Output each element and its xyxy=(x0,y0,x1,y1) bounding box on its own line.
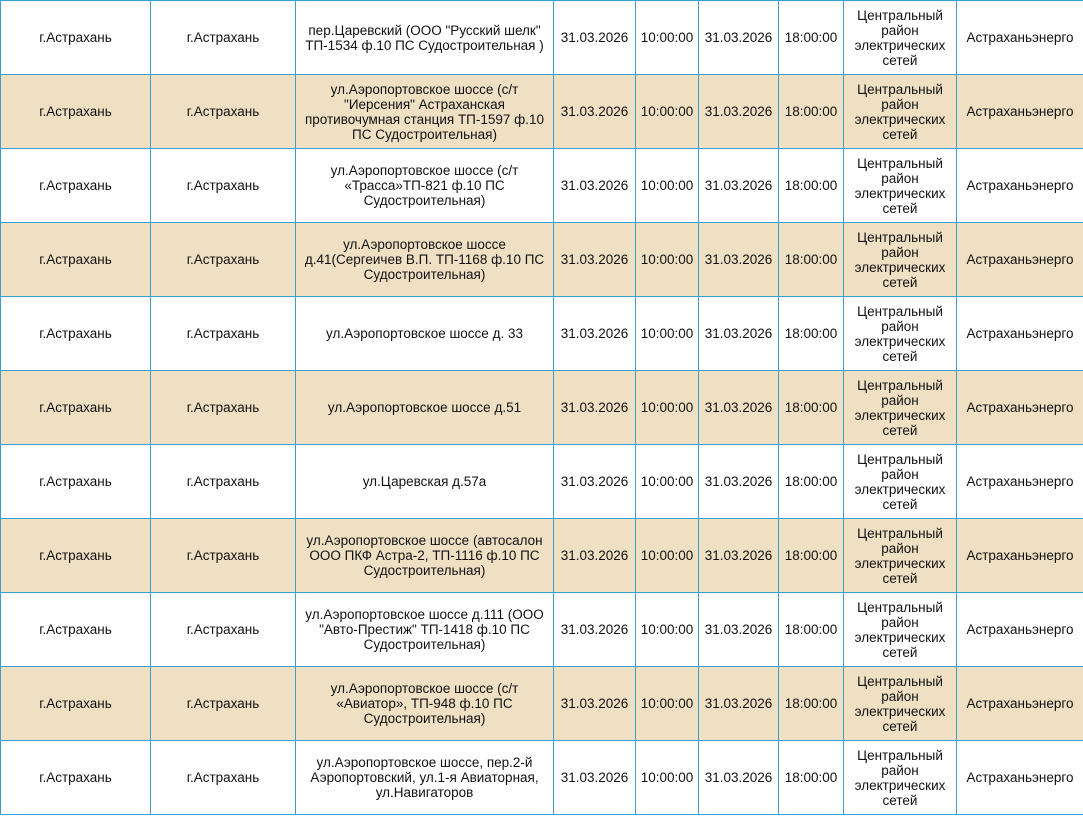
cell-address: ул.Аэропортовское шоссе (с/т «Авиатор», ТП-948 ф.10 ПС Судостроительная) xyxy=(296,667,554,741)
cell-address: ул.Аэропортовское шоссе д.41(Сергеичев В.П. ТП-1168 ф.10 ПС Судостроительная) xyxy=(296,223,554,297)
cell-end-time: 18:00:00 xyxy=(779,75,844,149)
cell-region: г.Астрахань xyxy=(1,667,151,741)
cell-company: Астраханьэнерго xyxy=(957,75,1083,149)
cell-start-date: 31.03.2026 xyxy=(554,75,636,149)
cell-district: Центральный район электрических сетей xyxy=(844,445,957,519)
cell-start-date: 31.03.2026 xyxy=(554,149,636,223)
cell-city: г.Астрахань xyxy=(151,445,296,519)
cell-region: г.Астрахань xyxy=(1,371,151,445)
cell-company: Астраханьэнерго xyxy=(957,741,1083,815)
cell-start-time: 10:00:00 xyxy=(636,223,699,297)
table-row xyxy=(1,593,1083,667)
cell-address: ул.Аэропортовское шоссе (с/т "Иерсения" Астраханская противочумная станция ТП-1597 ф.10 ПС Судостроительная) xyxy=(296,75,554,149)
cell-end-date: 31.03.2026 xyxy=(699,593,779,667)
cell-start-time: 10:00:00 xyxy=(636,741,699,815)
cell-district: Центральный район электрических сетей xyxy=(844,297,957,371)
cell-district: Центральный район электрических сетей xyxy=(844,223,957,297)
cell-end-date: 31.03.2026 xyxy=(699,223,779,297)
cell-address: ул.Аэропортовское шоссе д. 33 xyxy=(296,297,554,371)
cell-end-time: 18:00:00 xyxy=(779,593,844,667)
cell-company: Астраханьэнерго xyxy=(957,593,1083,667)
table-row xyxy=(1,75,1083,149)
cell-end-date: 31.03.2026 xyxy=(699,741,779,815)
cell-start-time: 10:00:00 xyxy=(636,297,699,371)
cell-address: ул.Аэропортовское шоссе, пер.2-й Аэропортовский, ул.1-я Авиаторная, ул.Навигаторов xyxy=(296,741,554,815)
cell-city: г.Астрахань xyxy=(151,1,296,75)
cell-start-time: 10:00:00 xyxy=(636,1,699,75)
cell-region: г.Астрахань xyxy=(1,75,151,149)
cell-district: Центральный район электрических сетей xyxy=(844,75,957,149)
cell-start-date: 31.03.2026 xyxy=(554,297,636,371)
cell-end-time: 18:00:00 xyxy=(779,519,844,593)
cell-end-date: 31.03.2026 xyxy=(699,445,779,519)
cell-start-time: 10:00:00 xyxy=(636,667,699,741)
cell-city: г.Астрахань xyxy=(151,519,296,593)
cell-start-date: 31.03.2026 xyxy=(554,371,636,445)
cell-city: г.Астрахань xyxy=(151,371,296,445)
cell-start-time: 10:00:00 xyxy=(636,593,699,667)
cell-end-time: 18:00:00 xyxy=(779,297,844,371)
cell-city: г.Астрахань xyxy=(151,297,296,371)
table-row xyxy=(1,519,1083,593)
cell-end-time: 18:00:00 xyxy=(779,149,844,223)
cell-start-date: 31.03.2026 xyxy=(554,593,636,667)
cell-company: Астраханьэнерго xyxy=(957,297,1083,371)
cell-district: Центральный район электрических сетей xyxy=(844,1,957,75)
cell-district: Центральный район электрических сетей xyxy=(844,593,957,667)
cell-district: Центральный район электрических сетей xyxy=(844,371,957,445)
cell-district: Центральный район электрических сетей xyxy=(844,519,957,593)
cell-city: г.Астрахань xyxy=(151,741,296,815)
cell-start-time: 10:00:00 xyxy=(636,75,699,149)
cell-address: ул.Царевская д.57а xyxy=(296,445,554,519)
cell-end-date: 31.03.2026 xyxy=(699,75,779,149)
table-row xyxy=(1,445,1083,519)
cell-start-date: 31.03.2026 xyxy=(554,1,636,75)
table-body xyxy=(1,1,1083,815)
cell-start-date: 31.03.2026 xyxy=(554,223,636,297)
cell-region: г.Астрахань xyxy=(1,297,151,371)
cell-address: ул.Аэропортовское шоссе (с/т «Трасса»ТП-821 ф.10 ПС Судостроительная) xyxy=(296,149,554,223)
cell-city: г.Астрахань xyxy=(151,75,296,149)
cell-end-time: 18:00:00 xyxy=(779,223,844,297)
cell-address: ул.Аэропортовское шоссе (автосалон ООО ПКФ Астра-2, ТП-1116 ф.10 ПС Судостроительная) xyxy=(296,519,554,593)
cell-start-time: 10:00:00 xyxy=(636,371,699,445)
cell-end-time: 18:00:00 xyxy=(779,1,844,75)
cell-city: г.Астрахань xyxy=(151,593,296,667)
cell-city: г.Астрахань xyxy=(151,223,296,297)
cell-region: г.Астрахань xyxy=(1,741,151,815)
cell-start-date: 31.03.2026 xyxy=(554,741,636,815)
cell-end-time: 18:00:00 xyxy=(779,741,844,815)
cell-district: Центральный район электрических сетей xyxy=(844,667,957,741)
table-row xyxy=(1,741,1083,815)
cell-end-time: 18:00:00 xyxy=(779,445,844,519)
cell-address: пер.Царевский (ООО "Русский шелк" ТП-1534 ф.10 ПС Судостроительная ) xyxy=(296,1,554,75)
cell-district: Центральный район электрических сетей xyxy=(844,741,957,815)
cell-address: ул.Аэропортовское шоссе д.111 (ООО "Авто-Престиж" ТП-1418 ф.10 ПС Судостроительная) xyxy=(296,593,554,667)
cell-company: Астраханьэнерго xyxy=(957,667,1083,741)
cell-district: Центральный район электрических сетей xyxy=(844,149,957,223)
table-row xyxy=(1,371,1083,445)
table-row xyxy=(1,1,1083,75)
cell-region: г.Астрахань xyxy=(1,593,151,667)
cell-end-date: 31.03.2026 xyxy=(699,519,779,593)
cell-city: г.Астрахань xyxy=(151,149,296,223)
cell-end-time: 18:00:00 xyxy=(779,371,844,445)
cell-address: ул.Аэропортовское шоссе д.51 xyxy=(296,371,554,445)
cell-end-date: 31.03.2026 xyxy=(699,371,779,445)
cell-start-time: 10:00:00 xyxy=(636,519,699,593)
cell-company: Астраханьэнерго xyxy=(957,371,1083,445)
cell-company: Астраханьэнерго xyxy=(957,149,1083,223)
cell-start-date: 31.03.2026 xyxy=(554,445,636,519)
cell-end-time: 18:00:00 xyxy=(779,667,844,741)
cell-region: г.Астрахань xyxy=(1,1,151,75)
cell-region: г.Астрахань xyxy=(1,223,151,297)
cell-city: г.Астрахань xyxy=(151,667,296,741)
table-row xyxy=(1,223,1083,297)
cell-start-time: 10:00:00 xyxy=(636,149,699,223)
table-row xyxy=(1,149,1083,223)
cell-company: Астраханьэнерго xyxy=(957,223,1083,297)
cell-region: г.Астрахань xyxy=(1,519,151,593)
cell-start-time: 10:00:00 xyxy=(636,445,699,519)
cell-end-date: 31.03.2026 xyxy=(699,149,779,223)
cell-end-date: 31.03.2026 xyxy=(699,297,779,371)
cell-end-date: 31.03.2026 xyxy=(699,667,779,741)
cell-end-date: 31.03.2026 xyxy=(699,1,779,75)
cell-start-date: 31.03.2026 xyxy=(554,519,636,593)
table-row xyxy=(1,667,1083,741)
cell-company: Астраханьэнерго xyxy=(957,1,1083,75)
cell-start-date: 31.03.2026 xyxy=(554,667,636,741)
cell-region: г.Астрахань xyxy=(1,445,151,519)
cell-company: Астраханьэнерго xyxy=(957,445,1083,519)
cell-region: г.Астрахань xyxy=(1,149,151,223)
table-row xyxy=(1,297,1083,371)
cell-company: Астраханьэнерго xyxy=(957,519,1083,593)
